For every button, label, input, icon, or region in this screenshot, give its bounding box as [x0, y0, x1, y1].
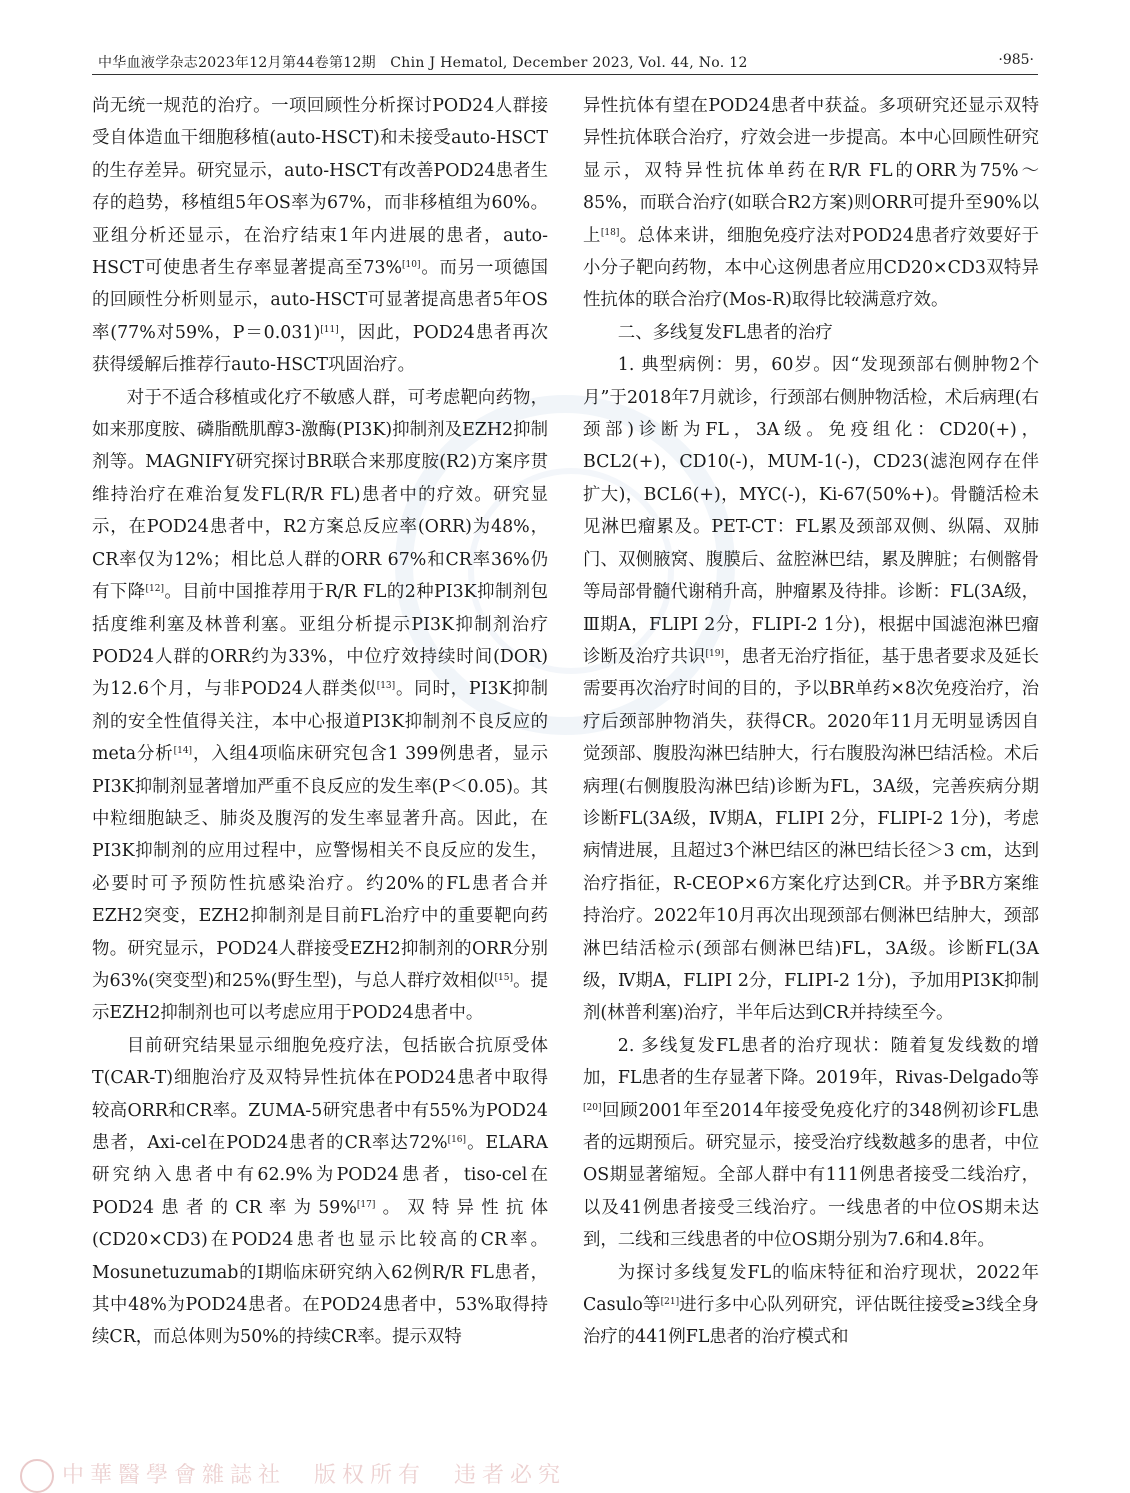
- paragraph: 对于不适合移植或化疗不敏感人群，可考虑靶向药物，如来那度胺、磷脂酰肌醇3-激酶(PI3K)抑制剂及EZH2抑制剂等。MAGNIFY研究探讨BR联合来那度胺(R2)方案序贯维持治疗在难治复发FL(R/R FL)患者中的疗效。研究显示，在POD24患者中，R2方案总反应率(ORR)为48%，CR率仅为12%；相比总人群的ORR 67%和CR率36%仍有下降[12]。目前中国推荐用于R/R FL的2种PI3K抑制剂包括度维利塞及林普利塞。亚组分析提示PI3K抑制剂治疗POD24人群的ORR约为33%，中位疗效持续时间(DOR)为12.6个月，与非POD24人群类似[13]。同时，PI3K抑制剂的安全性值得关注，本中心报道PI3K抑制剂不良反应的meta分析[14]，入组4项临床研究包含1 399例患者，显示PI3K抑制剂显著增加严重不良反应的发生率(P＜0.05)。其中粒细胞缺乏、肺炎及腹泻的发生率显著升高。因此，在PI3K抑制剂的应用过程中，应警惕相关不良反应的发生，必要时可予预防性抗感染治疗。约20%的FL患者合并EZH2突变，EZH2抑制剂是目前FL治疗中的重要靶向药物。研究显示，POD24人群接受EZH2抑制剂的ORR分别为63%(突变型)和25%(野生型)，与总人群疗效相似[15]。提示EZH2抑制剂也可以考虑应用于POD24患者中。: [92, 387, 548, 1024]
- copyright-watermark: 中華醫學會雜誌社 版权所有 违者必究: [20, 1458, 540, 1492]
- paragraph: 尚无统一规范的治疗。一项回顾性分析探讨POD24人群接受自体造血干细胞移植(auto-HSCT)和未接受auto-HSCT的生存差异。研究显示，auto-HSCT有改善POD24患者生存的趋势，移植组5年OS率为67%，而非移植组为60%。亚组分析还显示，在治疗结束1年内进展的患者，auto-HSCT可使患者生存率显著提高至73%[10]。而另一项德国的回顾性分析则显示，auto-HSCT可显著提高患者5年OS率(77%对59%，P＝0.031)[11]，因此，POD24患者再次获得缓解后推荐行auto-HSCT巩固治疗。: [92, 96, 548, 376]
- citation-ref[interactable]: [15]: [494, 972, 513, 983]
- citation-ref[interactable]: [12]: [145, 584, 164, 595]
- citation-ref[interactable]: [20]: [583, 1102, 602, 1113]
- citation-ref[interactable]: [18]: [600, 227, 620, 238]
- section-heading: 二、多线复发FL患者的治疗: [617, 322, 833, 343]
- paragraph: 目前研究结果显示细胞免疫疗法，包括嵌合抗原受体T(CAR-T)细胞治疗及双特异性抗体在POD24患者中取得较高ORR和CR率。ZUMA-5研究患者中有55%为POD24患者，Axi-cel在POD24患者的CR率达72%[16]。ELARA研究纳入患者中有62.9%为POD24患者，tiso-cel在POD24患者的CR率为59%[17]。双特异性抗体(CD20×CD3)在POD24患者也显示比较高的CR率。Mosunetuzumab的Ⅰ期临床研究纳入62例R/R FL患者，其中48%为POD24患者。在POD24患者中，53%取得持续CR，而总体则为50%的持续CR率。提示双特: [92, 1035, 549, 1348]
- citation-ref[interactable]: [10]: [402, 260, 421, 271]
- paragraph: 为探讨多线复发FL的临床特征和治疗现状，2022年Casulo等[21]进行多中心队列研究，评估既往接受≥3线全身治疗的441例FL患者的治疗模式和: [583, 1262, 1039, 1348]
- citation-ref[interactable]: [21]: [660, 1297, 680, 1308]
- paragraph: 异性抗体有望在POD24患者中获益。多项研究还显示双特异性抗体联合治疗，疗效会进一步提高。本中心回顾性研究显示，双特异性抗体单药在R/R FL的ORR为75%～85%，而联合治疗(如联合R2方案)则ORR可提升至90%以上[18]。总体来讲，细胞免疫疗法对POD24患者疗效要好于小分子靶向药物，本中心这例患者应用CD20×CD3双特异性抗体的联合治疗(Mos-R)取得比较满意疗效。: [583, 96, 1039, 311]
- seal-icon: [20, 1459, 54, 1493]
- paragraph: 1. 典型病例：男，60岁。因“发现颈部右侧肿物2个月”于2018年7月就诊，行颈部右侧肿物活检，术后病理(右颈部)诊断为FL，3A级。免疫组化：CD20(+)，BCL2(+)，CD10(-)，MUM-1(-)，CD23(滤泡网存在伴扩大)，BCL6(+)，MYC(-)，Ki-67(50%+)。骨髓活检未见淋巴瘤累及。PET-CT：FL累及颈部双侧、纵隔、双肺门、双侧腋窝、腹膜后、盆腔淋巴结，累及脾脏；右侧髂骨等局部骨髓代谢稍升高，肿瘤累及待排。诊断：FL(3A级，Ⅲ期A，FLIPI 2分，FLIPI-2 1分)，根据中国滤泡淋巴瘤诊断及治疗共识[19]，患者无治疗指征，基于患者要求及延长需要再次治疗时间的目的，予以BR单药×8次免疫治疗，治疗后颈部肿物消失，获得CR。2020年11月无明显诱因自觉颈部、腹股沟淋巴结肿大，行右腹股沟淋巴结活检。术后病理(右侧腹股沟淋巴结)诊断为FL，3A级，完善疾病分期诊断FL(3A级，Ⅳ期A，FLIPI 2分，FLIPI-2 1分)，考虑病情进展，且超过3个淋巴结区的淋巴结长径＞3 cm，达到治疗指征，R-CEOP×6方案化疗达到CR。并予BR方案维持治疗。2022年10月再次出现颈部右侧淋巴结肿大，颈部淋巴结活检示(颈部右侧淋巴结)FL，3A级。诊断FL(3A级，Ⅳ期A，FLIPI 2分，FLIPI-2 1分)，予加用PI3K抑制剂(林普利塞)治疗，半年后达到CR并持续至今。: [583, 355, 1039, 1024]
- citation-ref[interactable]: [14]: [173, 746, 193, 757]
- citation-ref[interactable]: [19]: [705, 648, 724, 659]
- left-column: [92, 90, 548, 1354]
- right-column: [583, 90, 1039, 1354]
- citation-ref[interactable]: [11]: [320, 324, 339, 335]
- citation-ref[interactable]: [13]: [376, 681, 396, 692]
- paragraph: 2. 多线复发FL患者的治疗现状：随着复发线数的增加，FL患者的生存显著下降。2019年，Rivas-Delgado等[20]回顾2001年至2014年接受免疫化疗的348例初诊FL患者的远期预后。研究显示，接受治疗线数越多的患者，中位OS期显著缩短。全部人群中有111例患者接受二线治疗，以及41例患者接受三线治疗。一线患者的中位OS期未达到，二线和三线患者的中位OS期分别为7.6和4.8年。: [583, 1035, 1039, 1251]
- page-number: ·985·: [998, 52, 1034, 68]
- journal-citation: 中华血液学杂志2023年12月第44卷第12期 Chin J Hematol, December 2023, Vol. 44, No. 12: [98, 55, 748, 71]
- citation-ref[interactable]: [17]: [356, 1199, 376, 1210]
- running-header: [92, 50, 1038, 75]
- citation-ref[interactable]: [16]: [447, 1135, 467, 1145]
